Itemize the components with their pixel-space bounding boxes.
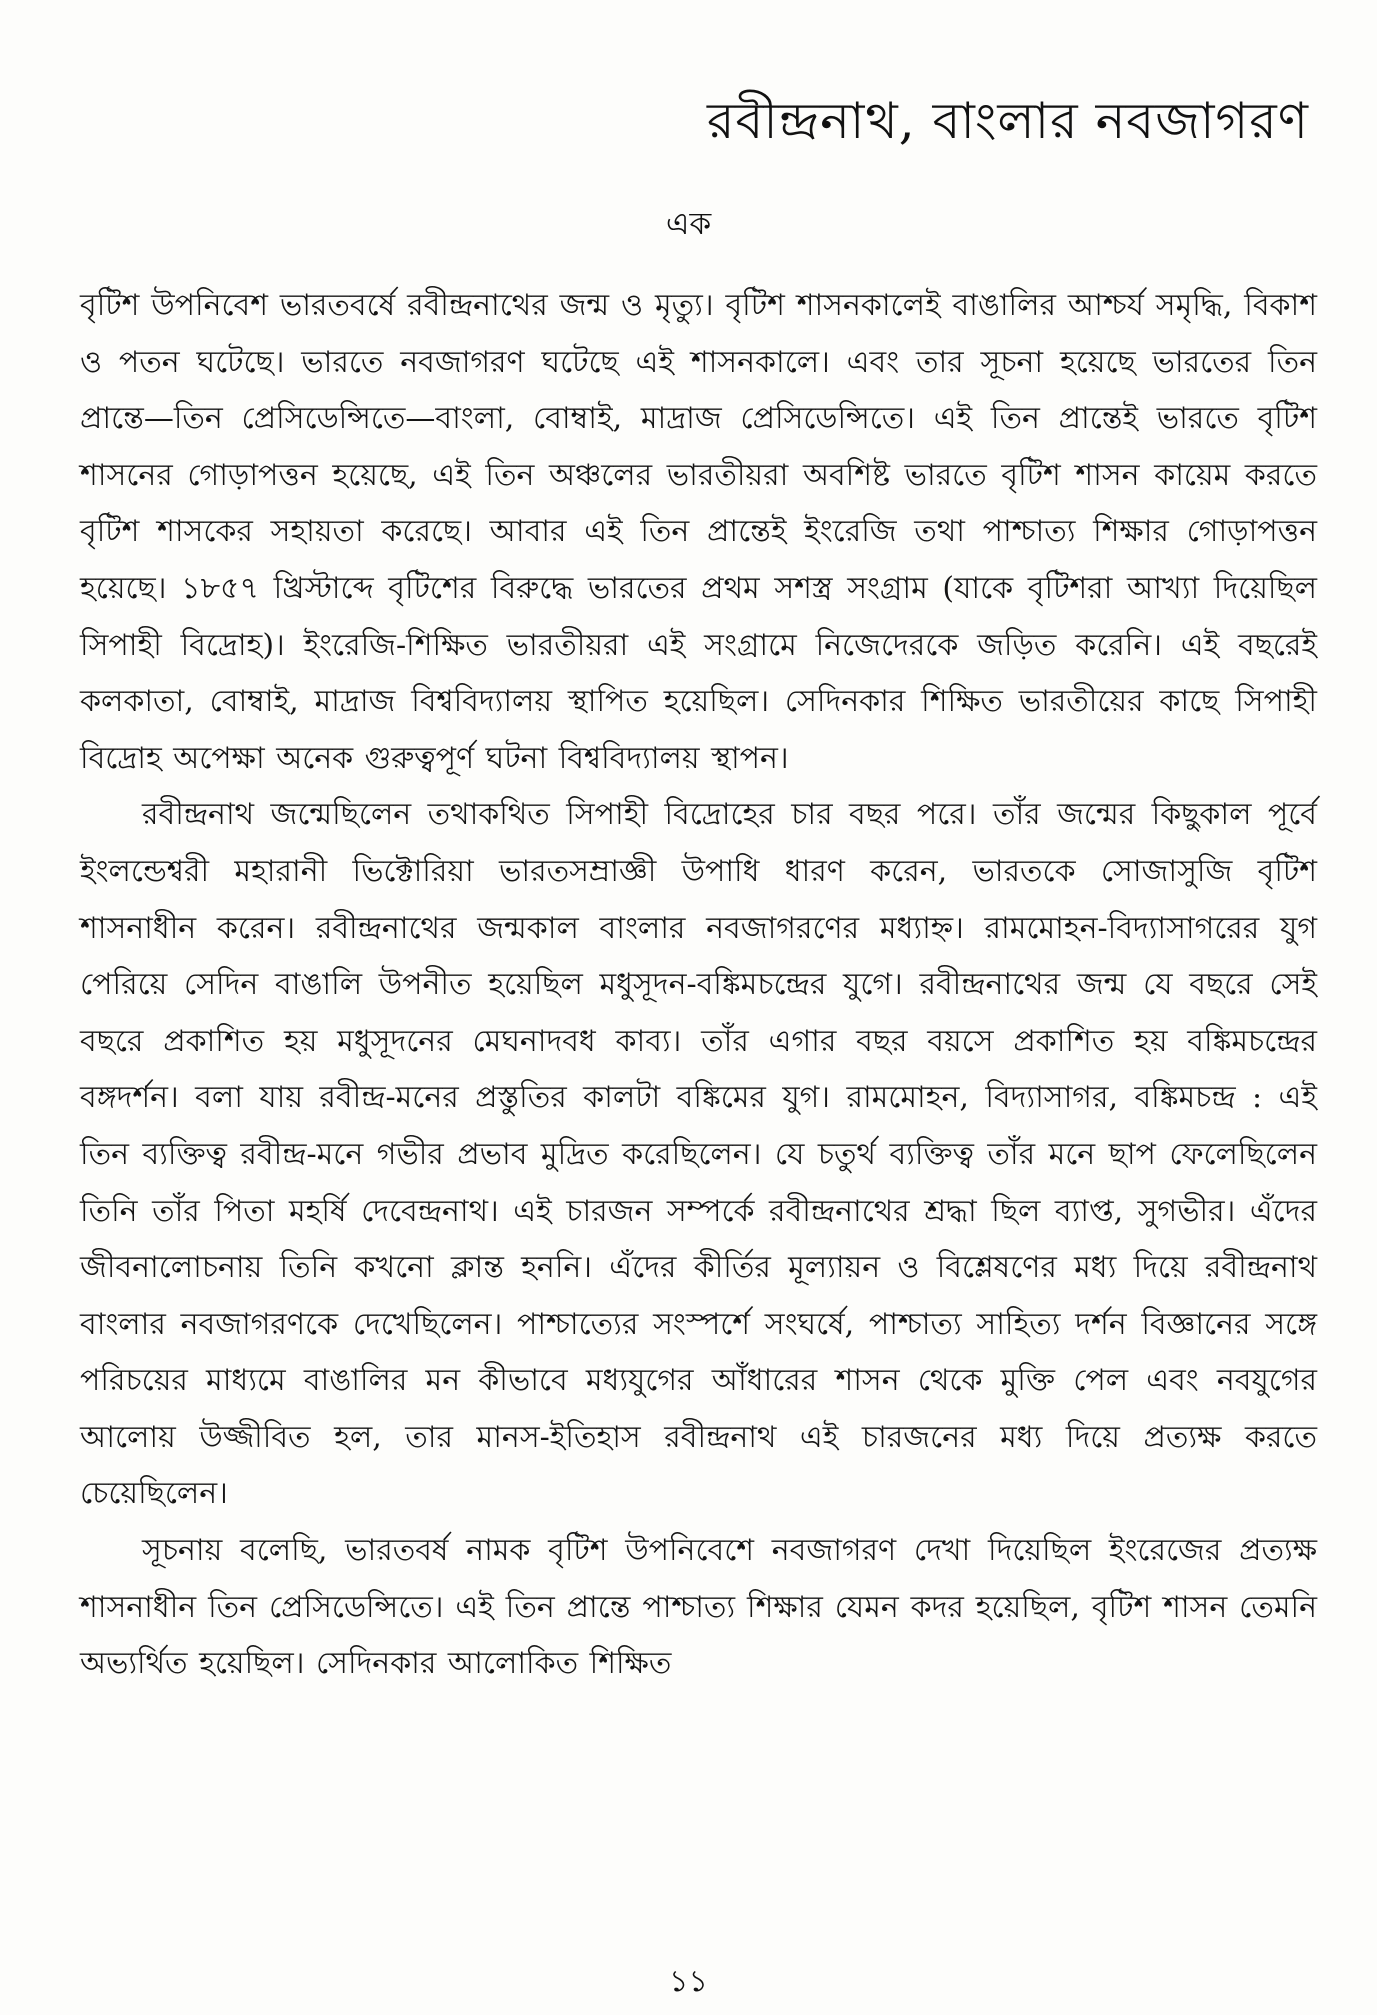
page-number: ১১ — [669, 1964, 708, 1999]
paragraph-2: রবীন্দ্রনাথ জন্মেছিলেন তথাকথিত সিপাহী বিদ্রোহের চার বছর পরে। তাঁর জন্মের কিছুকাল পূর্বে ইংলন্ডেশ্বরী মহারানী ভিক্টোরিয়া ভারতসম্রাজ্ঞী উপাধি ধারণ করেন, ভারতকে সোজাসুজি বৃটিশ শাসনাধীন করেন। রবীন্দ্রনাথের জন্মকাল বাংলার নবজাগরণের মধ্যাহ্ন। রামমোহন-বিদ্যাসাগরের যুগ পেরিয়ে সেদিন বাঙালি উপনীত হয়েছিল মধুসূদন-বঙ্কিমচন্দ্রের যুগে। রবীন্দ্রনাথের জন্ম যে বছরে সেই বছরে প্রকাশিত হয় মধুসূদনের মেঘনাদবধ কাব্য। তাঁর এগার বছর বয়সে প্রকাশিত হয় বঙ্কিমচন্দ্রের বঙ্গদর্শন। বলা যায় রবীন্দ্র-মনের প্রস্তুতির কালটা বঙ্কিমের যুগ। রামমোহন, বিদ্যাসাগর, বঙ্কিমচন্দ্র : এই তিন ব্যক্তিত্ব রবীন্দ্র-মনে গভীর প্রভাব মুদ্রিত করেছিলেন। যে চতুর্থ ব্যক্তিত্ব তাঁর মনে ছাপ ফেলেছিলেন তিনি তাঁর পিতা মহর্ষি দেবেন্দ্রনাথ। এই চারজন সম্পর্কে রবীন্দ্রনাথের শ্রদ্ধা ছিল ব্যাপ্ত, সুগভীর। এঁদের জীবনালোচনায় তিনি কখনো ক্লান্ত হননি। এঁদের কীর্তির মূল্যায়ন ও বিশ্লেষণের মধ্য দিয়ে রবীন্দ্রনাথ বাংলার নবজাগরণকে দেখেছিলেন। পাশ্চাত্যের সংস্পর্শে সংঘর্ষে, পাশ্চাত্য সাহিত্য দর্শন বিজ্ঞানের সঙ্গে পরিচয়ের মাধ্যমে বাঙালির মন কীভাবে মধ্যযুগের আঁধারের শাসন থেকে মুক্তি পেল এবং নবযুগের আলোয় উজ্জীবিত হল, তার মানস-ইতিহাস রবীন্দ্রনাথ এই চারজনের মধ্য দিয়ে প্রত্যক্ষ করতে চেয়েছিলেন। — [80, 797, 1317, 1512]
section-number: এক — [665, 206, 712, 242]
paragraph-1: বৃটিশ উপনিবেশ ভারতবর্ষে রবীন্দ্রনাথের জন্ম ও মৃত্যু। বৃটিশ শাসনকালেই বাঙালির আশ্চর্য সমৃদ্ধি, বিকাশ ও পতন ঘটেছে। ভারতে নবজাগরণ ঘটেছে এই শাসনকালে। এবং তার সূচনা হয়েছে ভারতের তিন প্রান্তে—তিন প্রেসিডেন্সিতে—বাংলা, বোম্বাই, মাদ্রাজ প্রেসিডেন্সিতে। এই তিন প্রান্তেই ভারতে বৃটিশ শাসনের গোড়াপত্তন হয়েছে, এই তিন অঞ্চলের ভারতীয়রা অবশিষ্ট ভারতে বৃটিশ শাসন কায়েম করতে বৃটিশ শাসকের সহায়তা করেছে। আবার এই তিন প্রান্তেই ইংরেজি তথা পাশ্চাত্য শিক্ষার গোড়াপত্তন হয়েছে। ১৮৫৭ খ্রিস্টাব্দে বৃটিশের বিরুদ্ধে ভারতের প্রথম সশস্ত্র সংগ্রাম (যাকে বৃটিশরা আখ্যা দিয়েছিল সিপাহী বিদ্রোহ)। ইংরেজি-শিক্ষিত ভারতীয়রা এই সংগ্রামে নিজেদেরকে জড়িত করেনি। এই বছরেই কলকাতা, বোম্বাই, মাদ্রাজ বিশ্ববিদ্যালয় স্থাপিত হয়েছিল। সেদিনকার শিক্ষিত ভারতীয়ের কাছে সিপাহী বিদ্রোহ অপেক্ষা অনেক গুরুত্বপূর্ণ ঘটনা বিশ্ববিদ্যালয় স্থাপন। — [80, 288, 1317, 776]
paragraph-3: সূচনায় বলেছি, ভারতবর্ষ নামক বৃটিশ উপনিবেশে নবজাগরণ দেখা দিয়েছিল ইংরেজের প্রত্যক্ষ শাসনাধীন তিন প্রেসিডেন্সিতে। এই তিন প্রান্তে পাশ্চাত্য শিক্ষার যেমন কদর হয়েছিল, বৃটিশ শাসন তেমনি অভ্যর্থিত হয়েছিল। সেদিনকার আলোকিত শিক্ষিত — [80, 1533, 1317, 1682]
body-text — [80, 278, 1317, 1693]
chapter-title: রবীন্দ্রনাথ, বাংলার নবজাগরণ — [706, 92, 1309, 150]
